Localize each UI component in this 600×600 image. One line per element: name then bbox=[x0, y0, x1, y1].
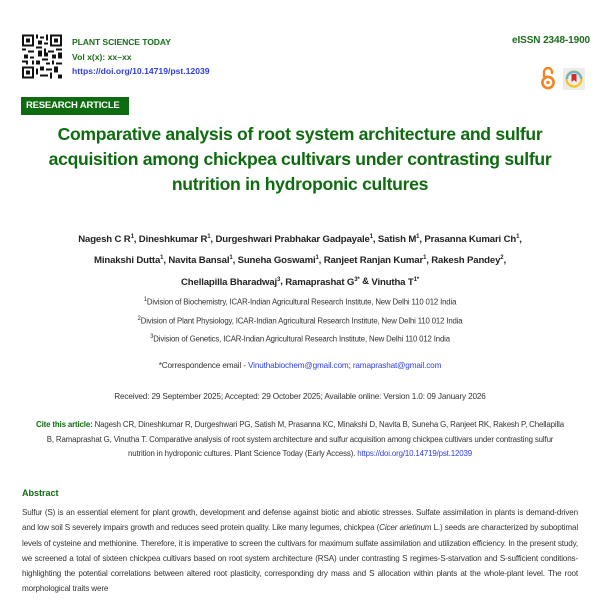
open-access-icon[interactable] bbox=[541, 67, 555, 90]
header-doi-link[interactable]: https://doi.org/10.14719/pst.12039 bbox=[72, 66, 210, 76]
journal-name: PLANT SCIENCE TODAY bbox=[72, 37, 171, 47]
email-link[interactable]: ramaprashat@gmail.com bbox=[352, 361, 442, 370]
title-line: acquisition among chickpea cultivars under contrasting sulfur bbox=[48, 149, 552, 169]
author: Rakesh Pandey$^2$ bbox=[431, 255, 504, 267]
author: Satish $M^1$ bbox=[377, 234, 420, 246]
affiliation: $^2$Division of Plant Physiology, ICAR-Indian Agricultural Research Institute, New Delhi 110 012 India bbox=[137, 315, 463, 326]
affiliations bbox=[20, 292, 580, 348]
citation-label: Cite this article: bbox=[36, 420, 93, 429]
citation-doi-link[interactable]: https://doi.org/10.14719/pst.12039 bbox=[357, 449, 472, 458]
title-line: Comparative analysis of root system architecture and sulfur bbox=[57, 124, 543, 144]
author: Navita Bansal$^1$ bbox=[168, 255, 233, 267]
affiliation: $^1$Division of Biochemistry, ICAR-Indian Agricultural Research Institute, New Delhi 110 012 India bbox=[143, 297, 457, 307]
email-link[interactable]: Vinuthabiochem@gmail.com bbox=[247, 361, 349, 370]
article-title bbox=[20, 122, 580, 197]
article-dates: Received: 29 September 2025; Accepted: 29 October 2025; Available online: Version 1.0: 09 January 2026 bbox=[114, 392, 486, 401]
title-line: nutrition in hydroponic cultures bbox=[171, 174, 429, 194]
affiliation: $^3$Division of Genetics, ICAR-Indian Agricultural Research Institute, New Delhi 110 012 India bbox=[150, 334, 450, 344]
abstract-heading: Abstract bbox=[22, 488, 59, 498]
author: Prasanna Kumari Ch$^1$ bbox=[424, 234, 520, 246]
qr-code-icon bbox=[22, 34, 62, 79]
author: Chellapilla Bharadwaj$^3$ bbox=[181, 276, 281, 288]
eissn: eISSN 2348-1900 bbox=[511, 35, 590, 46]
author: Durgeshwari Prabhakar Gadpayale$^1$ bbox=[215, 234, 373, 246]
citation-text: Nagesh CR, Dineshkumar R, Durgeshwari PG, Satish M, Prasanna KC, Minakshi D, Navita B, Suneha G, Ranjeet RK, Rakesh P, Chellapilla B, Ramaprashat G, Vinutha T. Comparative analysis of root system architecture and sulfur acquisition among chickpea cultivars under contrasting sulfur nutrition in hydroponic cultures. Plant Science Today (Early Access). bbox=[46, 420, 564, 458]
citation bbox=[34, 418, 566, 462]
author: Ramaprashat $G^{3*}$ bbox=[285, 276, 360, 288]
author: Ranjeet Ranjan Kumar$^1$ bbox=[323, 255, 427, 267]
author: Suneha Goswami$^1$ bbox=[237, 255, 319, 267]
author: Dineshkumar $R^1$ bbox=[138, 234, 211, 246]
abstract-text: Sulfur (S) is an essential element for plant growth, development and defense against biotic and abiotic stresses. Sulfate assimilation in plants is demand-driven and low soil S severely impairs growth and reduces seed protein quality. Like many legumes, chickpea (Cicer arietinum L.) seeds are characterized by suboptimal levels of cysteine and methionine. Therefore, it is imperative to screen the cultivars for maximum sulfate assimilation and utilization efficiency. In the present study, we screened a total of sixteen chickpea cultivars based on root system architecture (RSA) under contrasting S regimes-S-starvation and S-sufficient conditions-highlighting the potential correlations between altered root plasticity, corresponding dry mass and S allocation within plants at the whole-plant level. The root morphological traits were bbox=[22, 508, 578, 594]
author: Nagesh C $R^1$ bbox=[78, 234, 134, 246]
author: Vinutha $T^{1*}$ bbox=[371, 276, 419, 288]
volume-info: Vol x(x): xx–xx bbox=[72, 52, 132, 62]
correspondence: *Correspondence email - Vinuthabiochem@gmail.com; ramaprashat@gmail.com bbox=[158, 361, 442, 370]
author-list: Nagesh C $R^1$, Dineshkumar $R^1$, Durgeshwari Prabhakar Gadpayale$^1$, Satish $M^1$, Prasanna Kumari Ch$^1$, Minakshi Dutta$^1$, Navita Bansal$^1$, Suneha Goswami$^1$, Ranjeet Ranjan Kumar$^1$, Rakesh Pandey$^2$, Chellapilla Bharadwaj$^3$, Ramaprashat $G^{3*}$ & Vinutha $T^{1*}$ bbox=[78, 234, 522, 288]
article-type-badge: RESEARCH ARTICLE bbox=[21, 97, 129, 115]
author: Minakshi Dutta$^1$ bbox=[94, 255, 164, 267]
crossmark-icon[interactable] bbox=[563, 68, 585, 90]
